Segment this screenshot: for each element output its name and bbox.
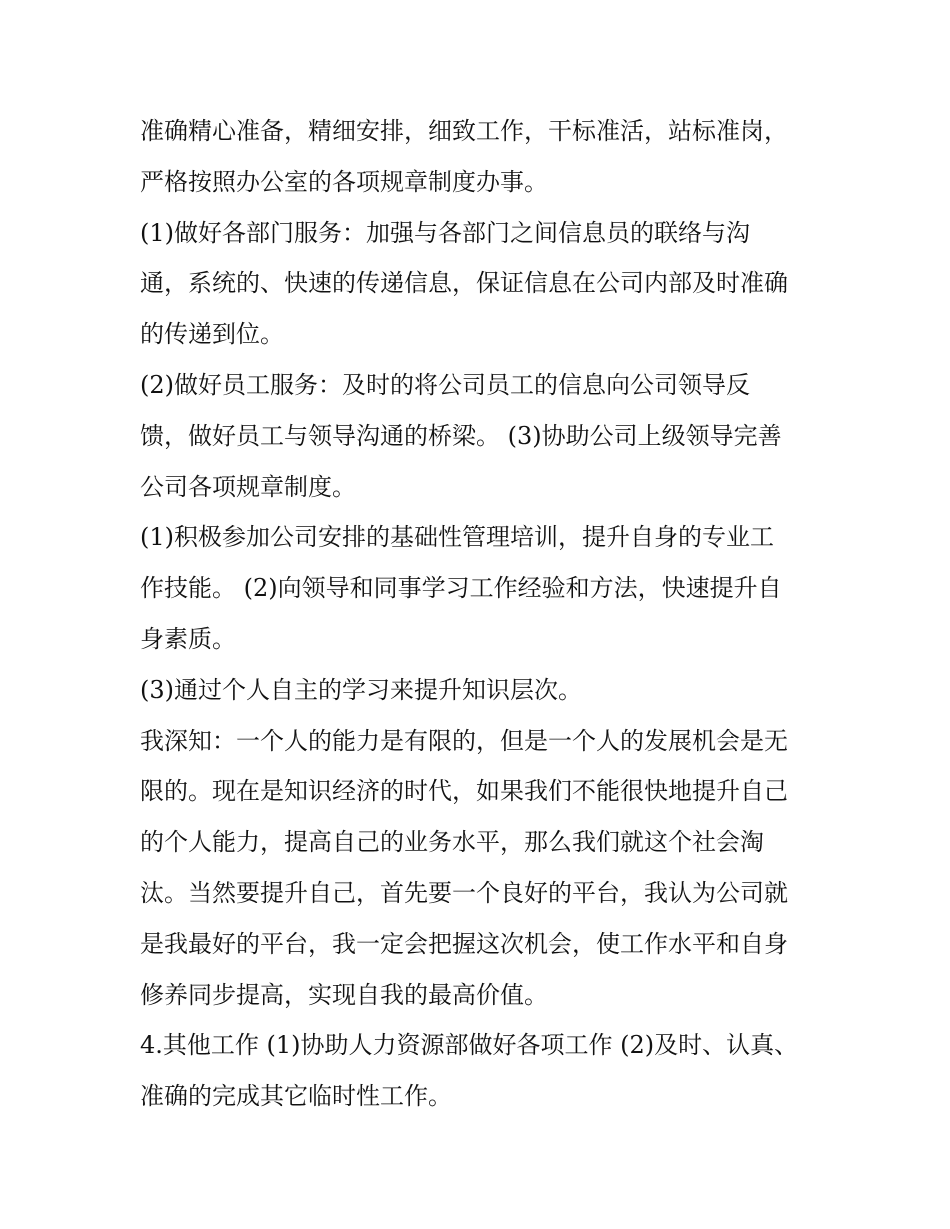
- text-line: (2)做好员工服务：及时的将公司员工的信息向公司领导反: [140, 370, 750, 399]
- text-line: 作技能。 (2)向领导和同事学习工作经验和方法，快速提升自: [140, 574, 782, 603]
- text-line: 馈，做好员工与领导沟通的桥梁。 (3)协助公司上级领导完善: [140, 421, 782, 450]
- text-line: 汰。当然要提升自己，首先要一个良好的平台，我认为公司就: [140, 878, 788, 907]
- text-line: 限的。现在是知识经济的时代，如果我们不能很快地提升自己: [140, 777, 788, 806]
- text-line: (3)通过个人自主的学习来提升知识层次。: [140, 675, 582, 704]
- text-line: (1)做好各部门服务：加强与各部门之间信息员的联络与沟: [140, 218, 750, 247]
- text-line: 的个人能力，提高自己的业务水平，那么我们就这个社会淘: [140, 828, 764, 857]
- text-line: 准确精心准备，精细安排，细致工作，干标准活，站标准岗，: [140, 117, 788, 145]
- body-text: [140, 106, 830, 1122]
- text-line: 的传递到位。: [140, 320, 284, 349]
- text-line: 是我最好的平台，我一定会把握这次机会，使工作水平和自身: [140, 929, 788, 958]
- text-line: 准确的完成其它临时性工作。: [140, 1082, 452, 1111]
- text-line: 通，系统的、快速的传递信息，保证信息在公司内部及时准确: [140, 269, 788, 298]
- text-line: (1)积极参加公司安排的基础性管理培训，提升自身的专业工: [140, 523, 774, 552]
- text-line: 修养同步提高，实现自我的最高价值。: [140, 980, 548, 1009]
- text-line: 4.其他工作 (1)协助人力资源部做好各项工作 (2)及时、认真、: [140, 1031, 799, 1060]
- text-line: 身素质。: [140, 624, 236, 653]
- text-line: 我深知：一个人的能力是有限的，但是一个人的发展机会是无: [140, 726, 788, 755]
- text-line: 公司各项规章制度。: [140, 472, 356, 501]
- text-line: 严格按照办公室的各项规章制度办事。: [140, 167, 548, 196]
